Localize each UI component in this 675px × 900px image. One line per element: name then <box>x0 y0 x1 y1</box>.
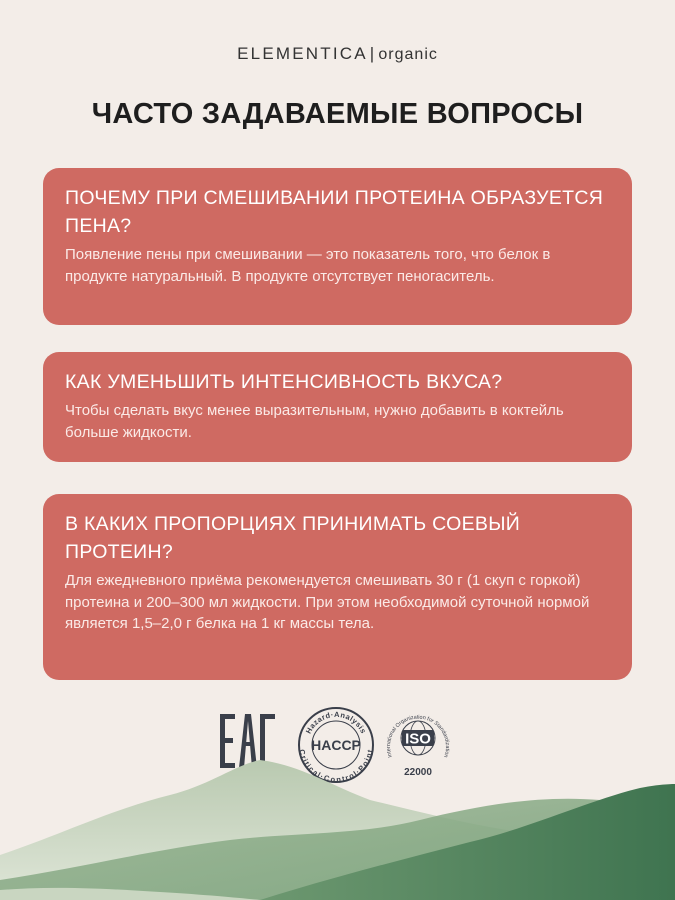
page-title: ЧАСТО ЗАДАВАЕМЫЕ ВОПРОСЫ <box>91 98 584 130</box>
iso-center-text: ISO <box>405 730 431 748</box>
faq-question-1: ПОЧЕМУ ПРИ СМЕШИВАНИИ ПРОТЕИНА ОБРАЗУЕТСЯ ПЕНА? <box>65 187 604 237</box>
faq-card-3 <box>43 494 632 680</box>
faq-card-1 <box>43 168 632 325</box>
iso-ring-text: International Organization for Standardization <box>385 714 451 759</box>
brand-logo <box>0 44 675 64</box>
mountains-decoration <box>0 740 675 900</box>
brand-separator: | <box>369 44 377 63</box>
svg-text:Hazard·Analysis <box>304 710 368 735</box>
brand-sub: organic <box>378 46 438 63</box>
brand-name: ELEMENTICA <box>237 44 368 63</box>
faq-answer-3: Для ежедневного приёма рекомендуется смешивать 30 г (1 скуп с горкой) протеина и 200–300 мл жидкости. При этом необходимой суточной нормой является 1,5–2,0 г белка на 1 кг массы тела. <box>65 572 590 632</box>
haccp-center-text: HACCP <box>311 737 361 753</box>
haccp-bottom-text: Critical·Control·Point <box>297 748 375 785</box>
faq-answer-1: Появление пены при смешивании — это показатель того, что белок в продукте натуральный. В продукте отсутствует пеногаситель. <box>65 246 551 285</box>
faq-question-2: КАК УМЕНЬШИТЬ ИНТЕНСИВНОСТЬ ВКУСА? <box>65 371 503 393</box>
faq-answer-2: Чтобы сделать вкус менее выразительным, нужно добавить в коктейль больше жидкости. <box>65 402 564 441</box>
haccp-top-text: Hazard·Analysis <box>303 709 369 736</box>
faq-question-3: В КАКИХ ПРОПОРЦИЯХ ПРИНИМАТЬ СОЕВЫЙ ПРОТЕИН? <box>65 513 521 563</box>
faq-card-2 <box>43 352 632 462</box>
iso-number-text: 22000 <box>404 767 432 778</box>
